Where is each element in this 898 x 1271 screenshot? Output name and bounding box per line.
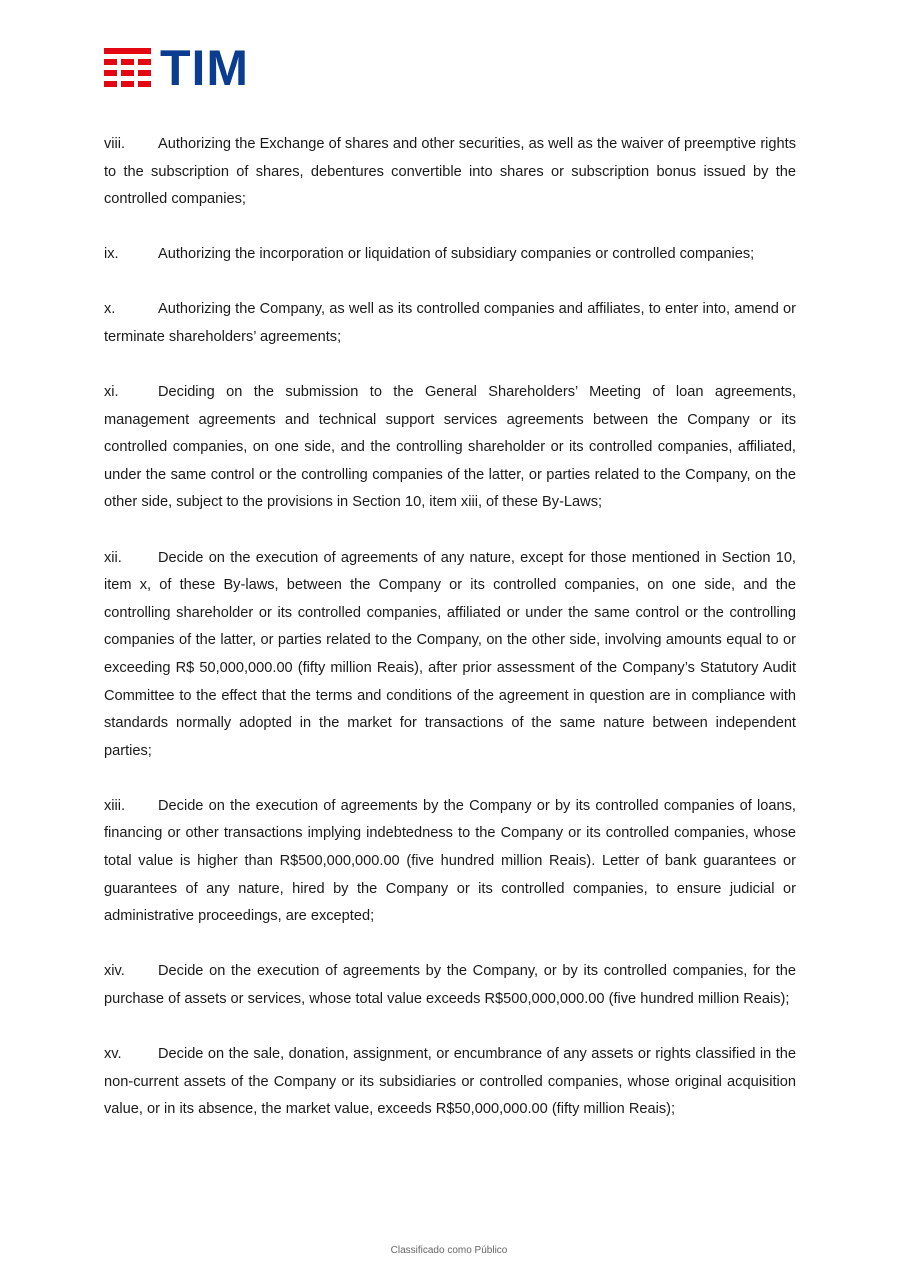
clause-number: x.	[104, 301, 116, 318]
tim-stripes-logo-icon	[104, 48, 151, 88]
clause-number: xi.	[104, 384, 119, 401]
clause-ix	[104, 241, 796, 269]
clause-text: Decide on the execution of agreements of any nature, except for those mentioned in Section 10, item x, of these By-laws, between the Company or its controlled companies, on one side, and the controlling shareholder or its controlled companies, affiliated or under the same control or the controlling companies of the latter, or parties related to the Company, on the other side, involving amounts equal to or exceeding R$ 50,000,000.00 (fifty million Reais), after prior assessment of the Company’s Statutory Audit Committee to the effect that the terms and conditions of the agreement in question are in compliance with standards normally adopted in the market for transactions of the same nature between independent parties;	[104, 549, 796, 759]
clause-number: ix.	[104, 246, 119, 263]
clause-x	[104, 296, 796, 351]
clause-number: xiii.	[104, 797, 126, 814]
clause-text: Decide on the execution of agreements by the Company or by its controlled companies of loans, financing or other transactions implying indebtedness to the Company or its controlled companies, whose total value is higher than R$500,000,000.00 (five hundred million Reais). Letter of bank guarantees or guarantees of any nature, hired by the Company or its controlled companies, to ensure judicial or administrative proceedings, are excepted;	[104, 797, 796, 925]
clause-text: Authorizing the incorporation or liquidation of subsidiary companies or controlled companies;	[158, 246, 755, 263]
clause-viii	[104, 131, 796, 214]
clause-text: Decide on the execution of agreements by the Company, or by its controlled companies, for the purchase of assets or services, whose total value exceeds R$500,000,000.00 (five hundred million Reais);	[104, 963, 796, 1007]
brand-name: TIM	[160, 40, 250, 96]
clause-number: xv.	[104, 1045, 122, 1062]
clause-xiii	[104, 793, 796, 931]
clause-xv	[104, 1041, 796, 1124]
clause-number: xii.	[104, 549, 122, 566]
clause-text: Authorizing the Exchange of shares and other securities, as well as the waiver of preemptive rights to the subscription of shares, debentures convertible into shares or subscription bonus issued by the controlled companies;	[104, 136, 796, 208]
clause-number: viii.	[104, 136, 126, 152]
clause-text: Deciding on the submission to the General Shareholders’ Meeting of loan agreements, management agreements and technical support services agreements between the Company or its controlled companies, on one side, and the controlling shareholder or its controlled companies, affiliated, under the same control or the controlling companies of the latter, or parties related to the Company, on the other side, subject to the provisions in Section 10, item xiii, of these By-Laws;	[104, 384, 796, 511]
document-body	[104, 131, 796, 1151]
clause-xiv	[104, 958, 796, 1013]
clause-text: Authorizing the Company, as well as its controlled companies and affiliates, to enter into, amend or terminate shareholders’ agreements;	[104, 301, 796, 345]
clause-xi	[104, 379, 796, 517]
classification-footer: Classificado como Público	[390, 1245, 508, 1256]
company-logo	[104, 40, 250, 96]
clause-number: xiv.	[104, 963, 125, 980]
clause-xii	[104, 545, 796, 766]
clause-text: Decide on the sale, donation, assignment, or encumbrance of any assets or rights classified in the non-current assets of the Company or its subsidiaries or controlled companies, whose original acquisition value, or in its absence, the market value, exceeds R$50,000,000.00 (fifty million Reais);	[104, 1045, 796, 1118]
